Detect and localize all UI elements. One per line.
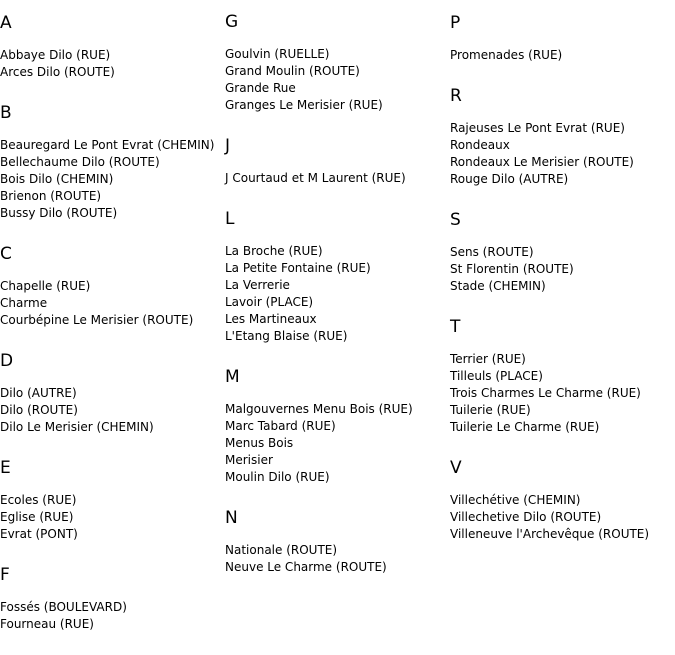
street-list [450,244,649,295]
street-list [0,137,214,222]
street-name: Charme [0,296,48,310]
street-name: J Courtaud et M Laurent (RUE) [225,170,406,185]
street-name: Abbaye Dilo (RUE) [0,48,111,62]
street-name: Neuve Le Charme (ROUTE) [225,559,387,574]
street-name: St Florentin (ROUTE) [450,262,574,276]
street-name: Brienon (ROUTE) [0,189,102,203]
street-name: La Broche (RUE) [225,243,323,258]
street-name: La Petite Fontaine (RUE) [225,260,371,275]
street-name: Tuilerie Le Charme (RUE) [450,420,600,434]
letter-section-a [0,13,214,81]
letter-section-b [0,103,214,222]
letter-heading: F [0,565,10,585]
letter-heading: E [0,458,11,478]
street-name: Courbépine Le Merisier (ROUTE) [0,313,194,327]
street-list [225,170,413,187]
street-list [225,542,413,576]
street-name: Stade (CHEMIN) [450,279,546,293]
street-name: Nationale (ROUTE) [225,542,338,557]
letter-heading: P [450,13,461,33]
street-list [225,46,413,114]
street-name: Dilo Le Merisier (CHEMIN) [0,420,154,434]
street-name: L'Etang Blaise (RUE) [225,328,348,343]
street-name: Rajeuses Le Pont Evrat (RUE) [450,121,625,135]
street-index-column-2 [225,12,413,598]
street-name: Bellechaume Dilo (ROUTE) [0,155,160,169]
letter-section-g [225,12,413,114]
street-list [225,401,413,486]
street-name: Rondeaux Le Merisier (ROUTE) [450,155,634,169]
letter-heading: D [0,351,14,371]
letter-heading: V [450,458,462,478]
street-name: Bussy Dilo (ROUTE) [0,206,118,220]
letter-heading: S [450,210,461,230]
street-name: La Verrerie [225,277,290,292]
street-list [450,120,649,188]
street-name: Rouge Dilo (AUTRE) [450,172,569,186]
letter-section-t [450,317,649,436]
letter-section-s [450,210,649,295]
street-name: Bois Dilo (CHEMIN) [0,172,114,186]
street-name: Villechétive (CHEMIN) [450,493,581,507]
street-name: Beauregard Le Pont Evrat (CHEMIN) [0,138,215,152]
letter-heading: G [225,11,239,32]
street-list [0,47,214,81]
street-name: Villechetive Dilo (ROUTE) [450,510,602,524]
street-index-column-3 [450,13,649,565]
street-list [0,599,214,633]
letter-heading: C [0,244,12,264]
street-name: Dilo (ROUTE) [0,403,78,417]
letter-heading: J [225,135,231,156]
street-name: Tuilerie (RUE) [450,403,531,417]
letter-section-d [0,351,214,436]
street-name: Arces Dilo (ROUTE) [0,65,115,79]
letter-section-n [225,508,413,576]
street-name: Malgouvernes Menu Bois (RUE) [225,401,413,416]
street-name: Evrat (PONT) [0,527,78,541]
street-name: Menus Bois [225,435,294,450]
letter-section-m [225,367,413,486]
street-name: Rondeaux [450,138,510,152]
letter-section-e [0,458,214,543]
letter-section-c [0,244,214,329]
letter-heading: R [450,86,462,106]
street-name: Villeneuve l'Archevêque (ROUTE) [450,527,650,541]
street-name: Les Martineaux [225,311,317,326]
street-name: Trois Charmes Le Charme (RUE) [450,386,641,400]
street-list [450,47,649,64]
street-name: Granges Le Merisier (RUE) [225,97,383,112]
letter-section-p [450,13,649,64]
street-name: Lavoir (PLACE) [225,294,314,309]
street-list [0,385,214,436]
street-name: Fourneau (RUE) [0,617,94,631]
letter-heading: N [225,507,238,528]
street-list [0,492,214,543]
street-list [450,492,649,543]
street-name: Tilleuls (PLACE) [450,369,543,383]
letter-section-v [450,458,649,543]
street-name: Eglise (RUE) [0,510,74,524]
letter-section-j [225,136,413,187]
street-name: Promenades (RUE) [450,48,563,62]
street-name: Moulin Dilo (RUE) [225,469,330,484]
street-name: Chapelle (RUE) [0,279,91,293]
street-name: Terrier (RUE) [450,352,526,366]
letter-heading: L [225,208,235,229]
street-list [225,243,413,345]
letter-heading: M [225,366,240,387]
letter-heading: B [0,103,12,123]
street-list [450,351,649,436]
street-name: Marc Tabard (RUE) [225,418,336,433]
letter-heading: A [0,13,12,33]
letter-heading: T [450,317,461,337]
letter-section-l [225,209,413,345]
street-list [0,278,214,329]
letter-section-f [0,565,214,633]
letter-section-r [450,86,649,188]
street-name: Grand Moulin (ROUTE) [225,63,360,78]
street-name: Ecoles (RUE) [0,493,77,507]
street-name: Merisier [225,452,273,467]
street-name: Dilo (AUTRE) [0,386,77,400]
street-name: Sens (ROUTE) [450,245,534,259]
street-index-column-1 [0,13,214,655]
street-name: Fossés (BOULEVARD) [0,600,127,614]
street-name: Grande Rue [225,80,296,95]
street-name: Goulvin (RUELLE) [225,46,330,61]
